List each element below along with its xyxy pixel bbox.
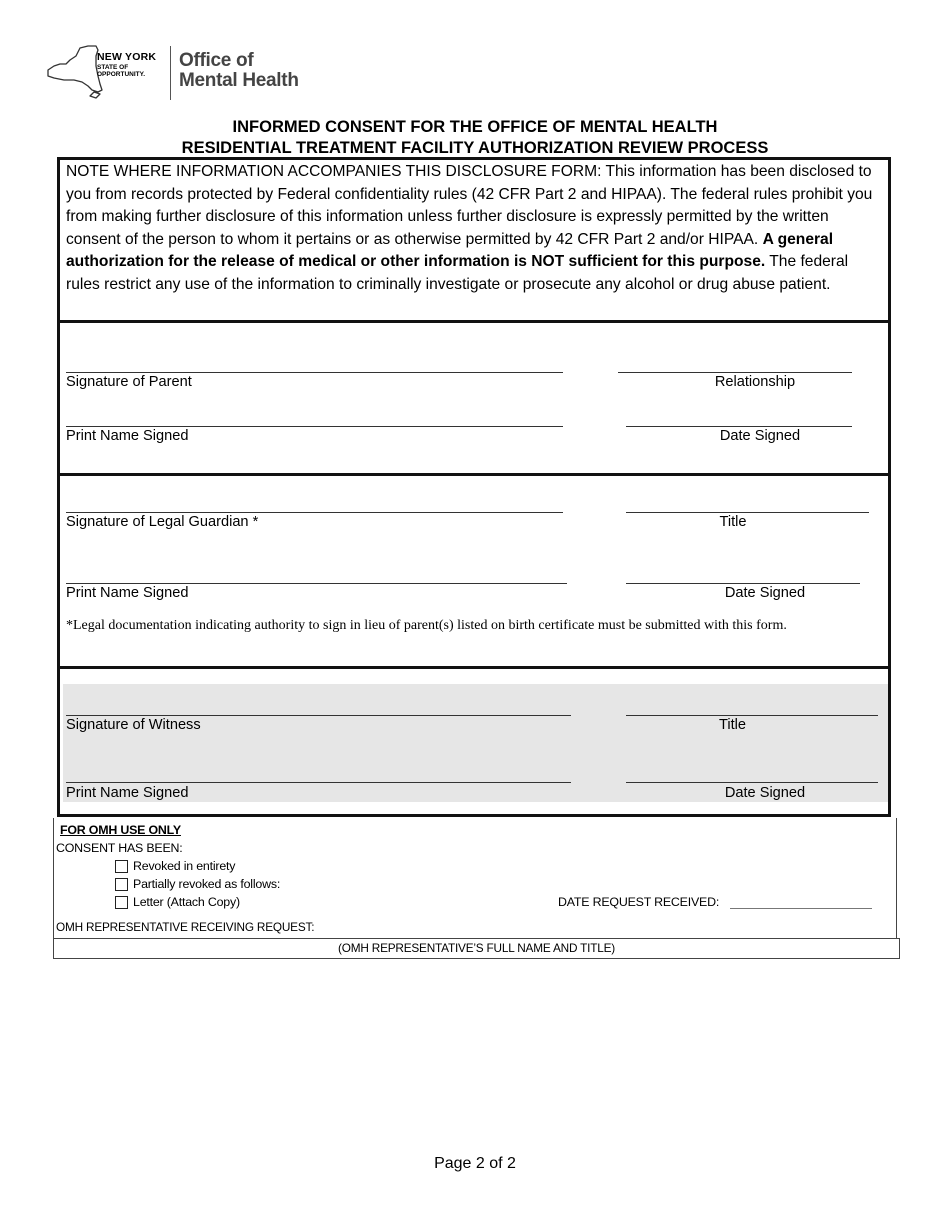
witness-print-name-line[interactable]: [66, 782, 571, 783]
witness-title-label: Title: [718, 717, 747, 733]
letter-attach-checkbox[interactable]: [115, 896, 128, 909]
guardian-date-label: Date Signed: [724, 585, 806, 601]
witness-signature-line[interactable]: [66, 715, 571, 716]
witness-print-name-label: Print Name Signed: [66, 785, 189, 801]
form-title-line-1: INFORMED CONSENT FOR THE OFFICE OF MENTAL HEALTH: [232, 118, 718, 136]
witness-date-label: Date Signed: [724, 785, 806, 801]
omh-box-bottom-border: [53, 958, 900, 959]
parent-date-label: Date Signed: [719, 428, 801, 444]
section-divider: [57, 320, 891, 323]
parent-signature-line[interactable]: [66, 372, 563, 373]
page-number: Page 2 of 2: [434, 1155, 516, 1172]
guardian-print-name-line[interactable]: [66, 583, 567, 584]
partially-revoked-checkbox[interactable]: [115, 878, 128, 891]
witness-title-line[interactable]: [626, 715, 878, 716]
consent-has-been-label: CONSENT HAS BEEN:: [56, 841, 183, 855]
revoked-entirety-label: Revoked in entirety: [133, 859, 236, 873]
date-request-received-label: DATE REQUEST RECEIVED:: [558, 895, 720, 909]
parent-date-line[interactable]: [626, 426, 852, 427]
guardian-title-label: Title: [719, 514, 747, 530]
guardian-signature-line[interactable]: [66, 512, 563, 513]
omh-rep-label: OMH REPRESENTATIVE RECEIVING REQUEST:: [56, 920, 315, 934]
parent-print-name-line[interactable]: [66, 426, 563, 427]
omh-use-heading: FOR OMH USE ONLY: [60, 823, 181, 837]
guardian-date-line[interactable]: [626, 583, 860, 584]
form-title-line-2: RESIDENTIAL TREATMENT FACILITY AUTHORIZATION REVIEW PROCESS: [181, 139, 769, 157]
revoked-entirety-checkbox[interactable]: [115, 860, 128, 873]
relationship-line[interactable]: [618, 372, 852, 373]
omh-rep-caption: (OMH REPRESENTATIVE’S FULL NAME AND TITLE): [338, 941, 615, 955]
partially-revoked-label: Partially revoked as follows:: [133, 877, 281, 891]
logo-divider: [170, 46, 171, 100]
omh-box-right-border: [896, 818, 897, 938]
guardian-signature-label: Signature of Legal Guardian *: [66, 514, 259, 530]
ny-state-name: NEW YORK: [97, 51, 157, 63]
disclosure-note: NOTE WHERE INFORMATION ACCOMPANIES THIS DISCLOSURE FORM: This information has been disclosed to you from records protected by Federal confidentiality rules (42 CFR Part 2 and HIPAA). The federal rules prohibit you from making further disclosure of this information unless further disclosure is expressly permitted by the written consent of the person to whom it pertains or as otherwise permitted by 42 CFR Part 2 and/or HIPAA. A general authorization for the release of medical or other information is NOT sufficient for this purpose. The federal rules restrict any use of the information to criminally investigate or prosecute any alcohol or drug abuse patient.: [66, 163, 873, 293]
omh-rep-line[interactable]: [53, 938, 900, 939]
witness-date-line[interactable]: [626, 782, 878, 783]
relationship-label: Relationship: [714, 374, 796, 390]
section-divider: [57, 666, 891, 669]
new-york-state-outline-icon: [44, 42, 104, 107]
witness-signature-label: Signature of Witness: [66, 717, 201, 733]
parent-signature-label: Signature of Parent: [66, 374, 192, 390]
date-request-received-line[interactable]: [730, 908, 872, 909]
section-divider: [57, 473, 891, 476]
guardian-print-name-label: Print Name Signed: [66, 585, 189, 601]
legal-documentation-footnote: *Legal documentation indicating authority to sign in lieu of parent(s) listed on birth certificate must be submitted with this form.: [66, 618, 787, 633]
agency-name: Office of Mental Health: [179, 50, 299, 91]
ny-state-tagline: STATE OF OPPORTUNITY.: [97, 64, 146, 78]
parent-print-name-label: Print Name Signed: [66, 428, 189, 444]
guardian-title-line[interactable]: [626, 512, 869, 513]
letter-attach-label: Letter (Attach Copy): [133, 895, 240, 909]
